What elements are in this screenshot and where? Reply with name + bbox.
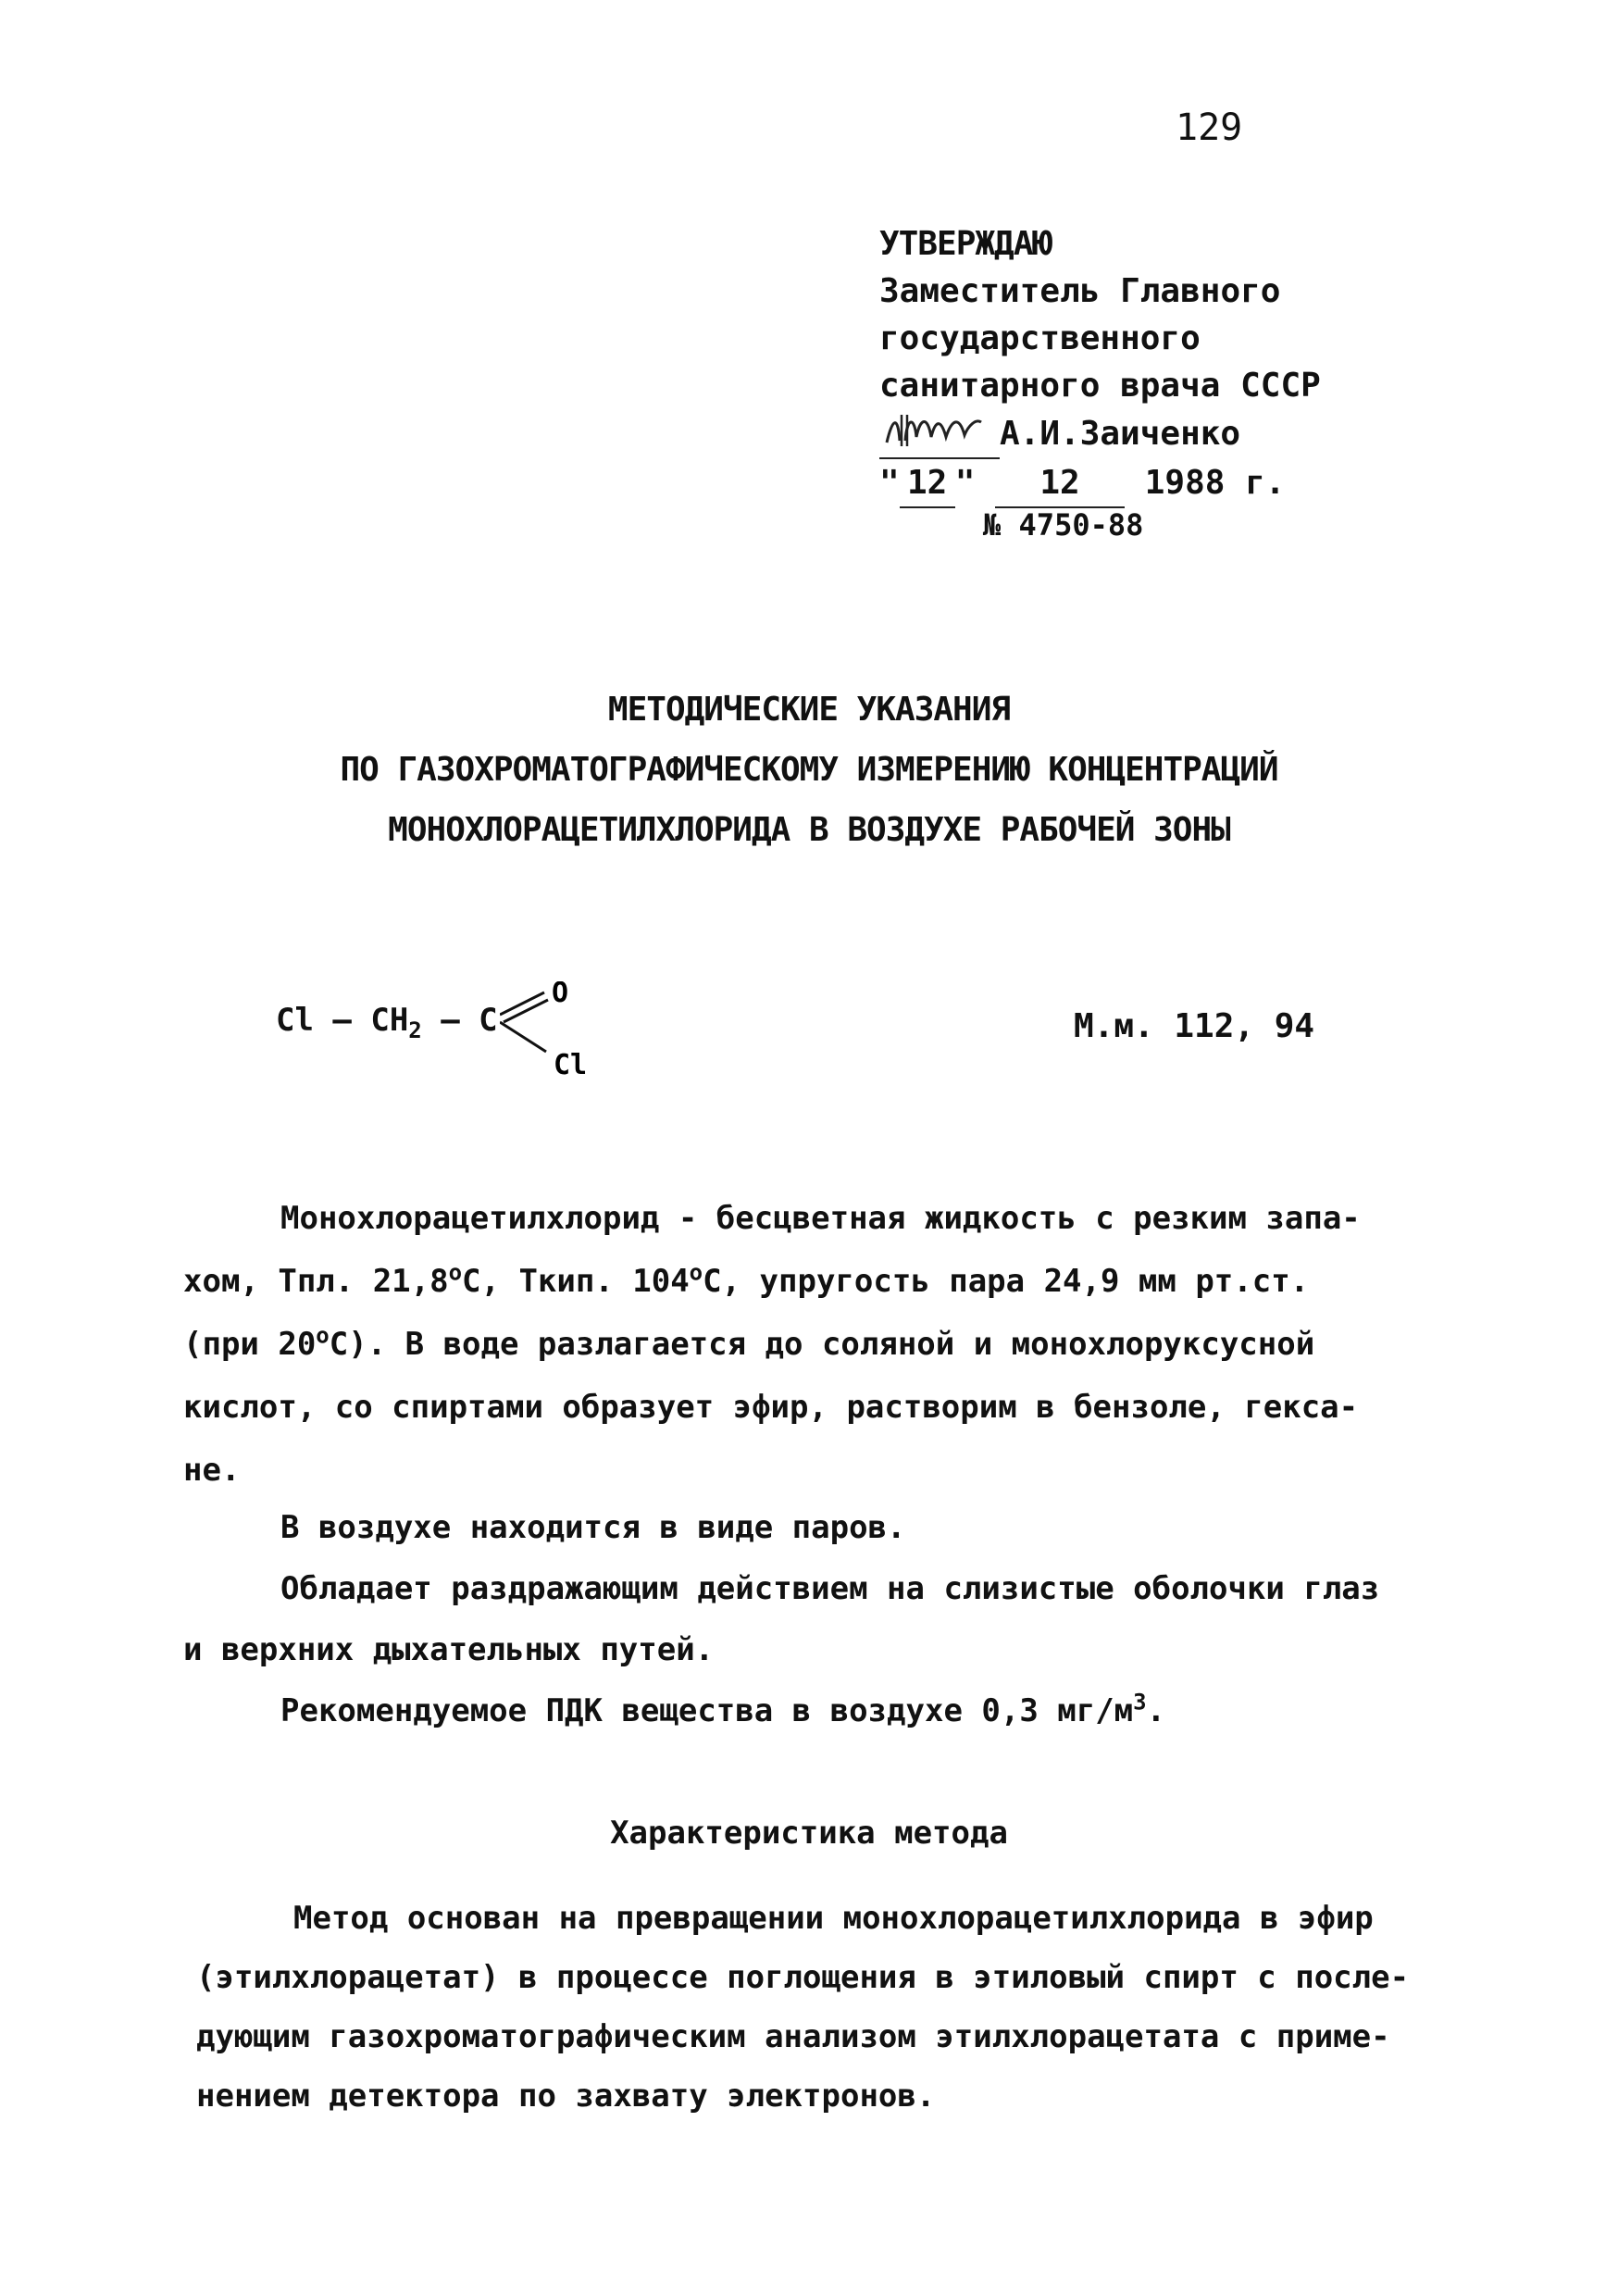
description-line: кислот, со спиртами образует эфир, растворим в бензоле, гекса- — [183, 1389, 1359, 1426]
handwritten-signature — [879, 409, 1000, 450]
note-air: В воздухе находится в виде паров. — [280, 1509, 906, 1546]
doc-title-line3: МОНОХЛОРАЦЕТИЛХЛОРИДА В ВОЗДУХЕ РАБОЧЕЙ ЗОНЫ — [388, 811, 1230, 849]
approval-title: УТВЕРЖДАЮ — [879, 225, 1052, 263]
formula-chlorine: Cl — [554, 1049, 588, 1081]
approval-position-line3: санитарного врача СССР — [879, 367, 1321, 405]
doc-title-line2: ПО ГАЗОХРОМАТОГРАФИЧЕСКОМУ ИЗМЕРЕНИЮ КОНЦЕНТРАЦИЙ — [340, 751, 1278, 789]
description-paragraph — [183, 1187, 1387, 1502]
approval-signer: А.И.Заиченко — [1000, 415, 1241, 453]
approval-position-line1: Заместитель Главного — [879, 272, 1281, 310]
method-line: нением детектора по захвату электронов. — [196, 2078, 936, 2115]
approval-date: " 12 " 12 1988 г. — [879, 459, 1321, 508]
method-line: дующим газохроматографическим анализом этилхлорацетата с приме- — [196, 2018, 1390, 2055]
note-effect: Обладает раздражающим действием на слизистые оболочки глаз — [280, 1570, 1380, 1607]
description-line: хом, Тпл. 21,8$^o$С, Ткип. 104$^o$С, упругость пара 24,9 мм рт.ст. — [183, 1259, 1310, 1300]
approval-position-line2: государственного — [879, 319, 1201, 357]
description-line: Монохлорацетилхлорид - бесцветная жидкость с резким запа- — [280, 1200, 1361, 1237]
registration-number: № 4750-88 — [983, 507, 1144, 543]
note-effect-cont: и верхних дыхательных путей. — [183, 1631, 715, 1668]
approval-signature-line — [879, 409, 1321, 459]
page-number: 129 — [1176, 106, 1243, 149]
approval-block — [879, 220, 1321, 508]
method-line: Метод основан на превращении монохлорацетилхлорида в эфир — [293, 1900, 1374, 1937]
doc-title-line1: МЕТОДИЧЕСКИЕ УКАЗАНИЯ — [607, 691, 1011, 729]
formula-oxygen: O — [552, 981, 569, 1009]
date-year: 1988 г. — [1144, 464, 1286, 502]
carbonyl-bond-diagram — [500, 981, 620, 1083]
description-line: (при 20$^o$С). В воде разлагается до соляной и монохлоруксусной — [183, 1322, 1315, 1363]
description-line: не. — [183, 1452, 241, 1489]
structural-formula: Cl – $CH_2$ – C — [276, 1002, 498, 1043]
method-paragraph — [196, 1889, 1427, 2126]
note-pdk: Рекомендуемое ПДК вещества в воздухе 0,3 $мг/м^3$. — [280, 1689, 1166, 1729]
date-day: 12 — [900, 459, 955, 508]
method-line: (этилхлорацетат) в процессе поглощения в этиловый спирт с после- — [196, 1959, 1410, 1996]
method-heading: Характеристика метода — [610, 1815, 1008, 1852]
molar-mass: М.м. 112, 94 — [1074, 1007, 1315, 1045]
date-month: 12 — [995, 459, 1125, 508]
